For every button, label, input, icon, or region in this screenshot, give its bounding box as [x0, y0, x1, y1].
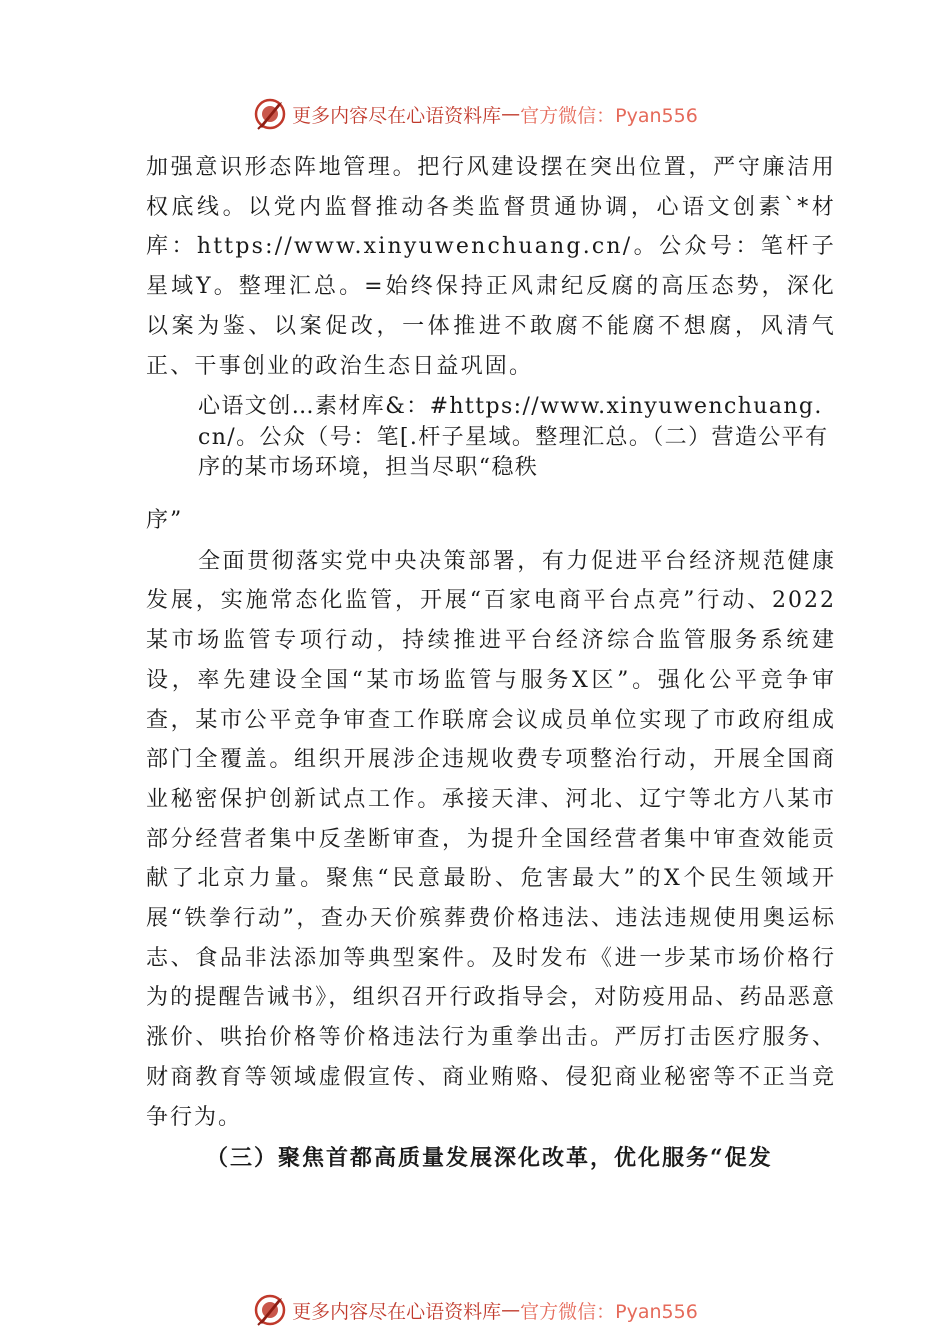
header-wechat: 官方微信：Pyan556	[520, 104, 698, 127]
document-body	[146, 148, 836, 1179]
footer-wechat: 官方微信：Pyan556	[520, 1300, 698, 1323]
header-title: 更多内容尽在心语资料库	[292, 104, 502, 127]
footer-banner	[0, 1290, 950, 1330]
quote-tail: 序”	[146, 507, 184, 533]
section-heading-3: （三）聚焦首都高质量发展深化改革，优化服务“促发	[206, 1145, 773, 1172]
header-dash: —	[501, 103, 521, 125]
footer-dash: —	[501, 1299, 521, 1321]
header-banner	[0, 94, 950, 134]
quill-logo-icon	[252, 96, 288, 132]
quill-logo-icon	[252, 1292, 288, 1328]
quote-block: 心语文创…素材库&：#https://www.xinyuwenchuang.cn/。公众（号：笔[.杆子星域。整理汇总。（二）营造公平有序的某市场环境，担当尽职“稳秩	[198, 394, 829, 481]
paragraph-market-regulation: 全面贯彻落实党中央决策部署，有力促进平台经济规范健康发展，实施常态化监管，开展“百家电商平台点亮”行动、2022某市场监管专项行动，持续推进平台经济综合监管服务系统建设，率先建设全国“某市场监管与服务X区”。强化公平竞争审查，某市公平竞争审查工作联席会议成员单位实现了市政府组成部门全覆盖。组织开展涉企违规收费专项整治行动，开展全国商业秘密保护创新试点工作。承接天津、河北、辽宁等北方八某市部分经营者集中反垄断审查，为提升全国经营者集中审查效能贡献了北京力量。聚焦“民意最盼、危害最大”的X个民生领域开展“铁拳行动”，查办天价殡葬费价格违法、违法违规使用奥运标志、食品非法添加等典型案件。及时发布《进一步某市场价格行为的提醒告诫书》，组织召开行政指导会，对防疫用品、药品恶意涨价、哄抬价格等价格违法行为重拳出击。严厉打击医疗服务、财商教育等领域虚假宣传、商业贿赂、侵犯商业秘密等不正当竞争行为。	[146, 548, 836, 1130]
footer-title: 更多内容尽在心语资料库	[292, 1300, 502, 1323]
paragraph-discipline: 加强意识形态阵地管理。把行风建设摆在突出位置，严守廉洁用权底线。以党内监督推动各类监督贯通协调，心语文创素`*材库：https://www.xinyuwenchuang.cn/。公众号：笔杆子星域Y。整理汇总。=始终保持正风肃纪反腐的高压态势，深化以案为鉴、以案促改，一体推进不敢腐不能腐不想腐，风清气正、干事创业的政治生态日益巩固。	[146, 155, 836, 379]
